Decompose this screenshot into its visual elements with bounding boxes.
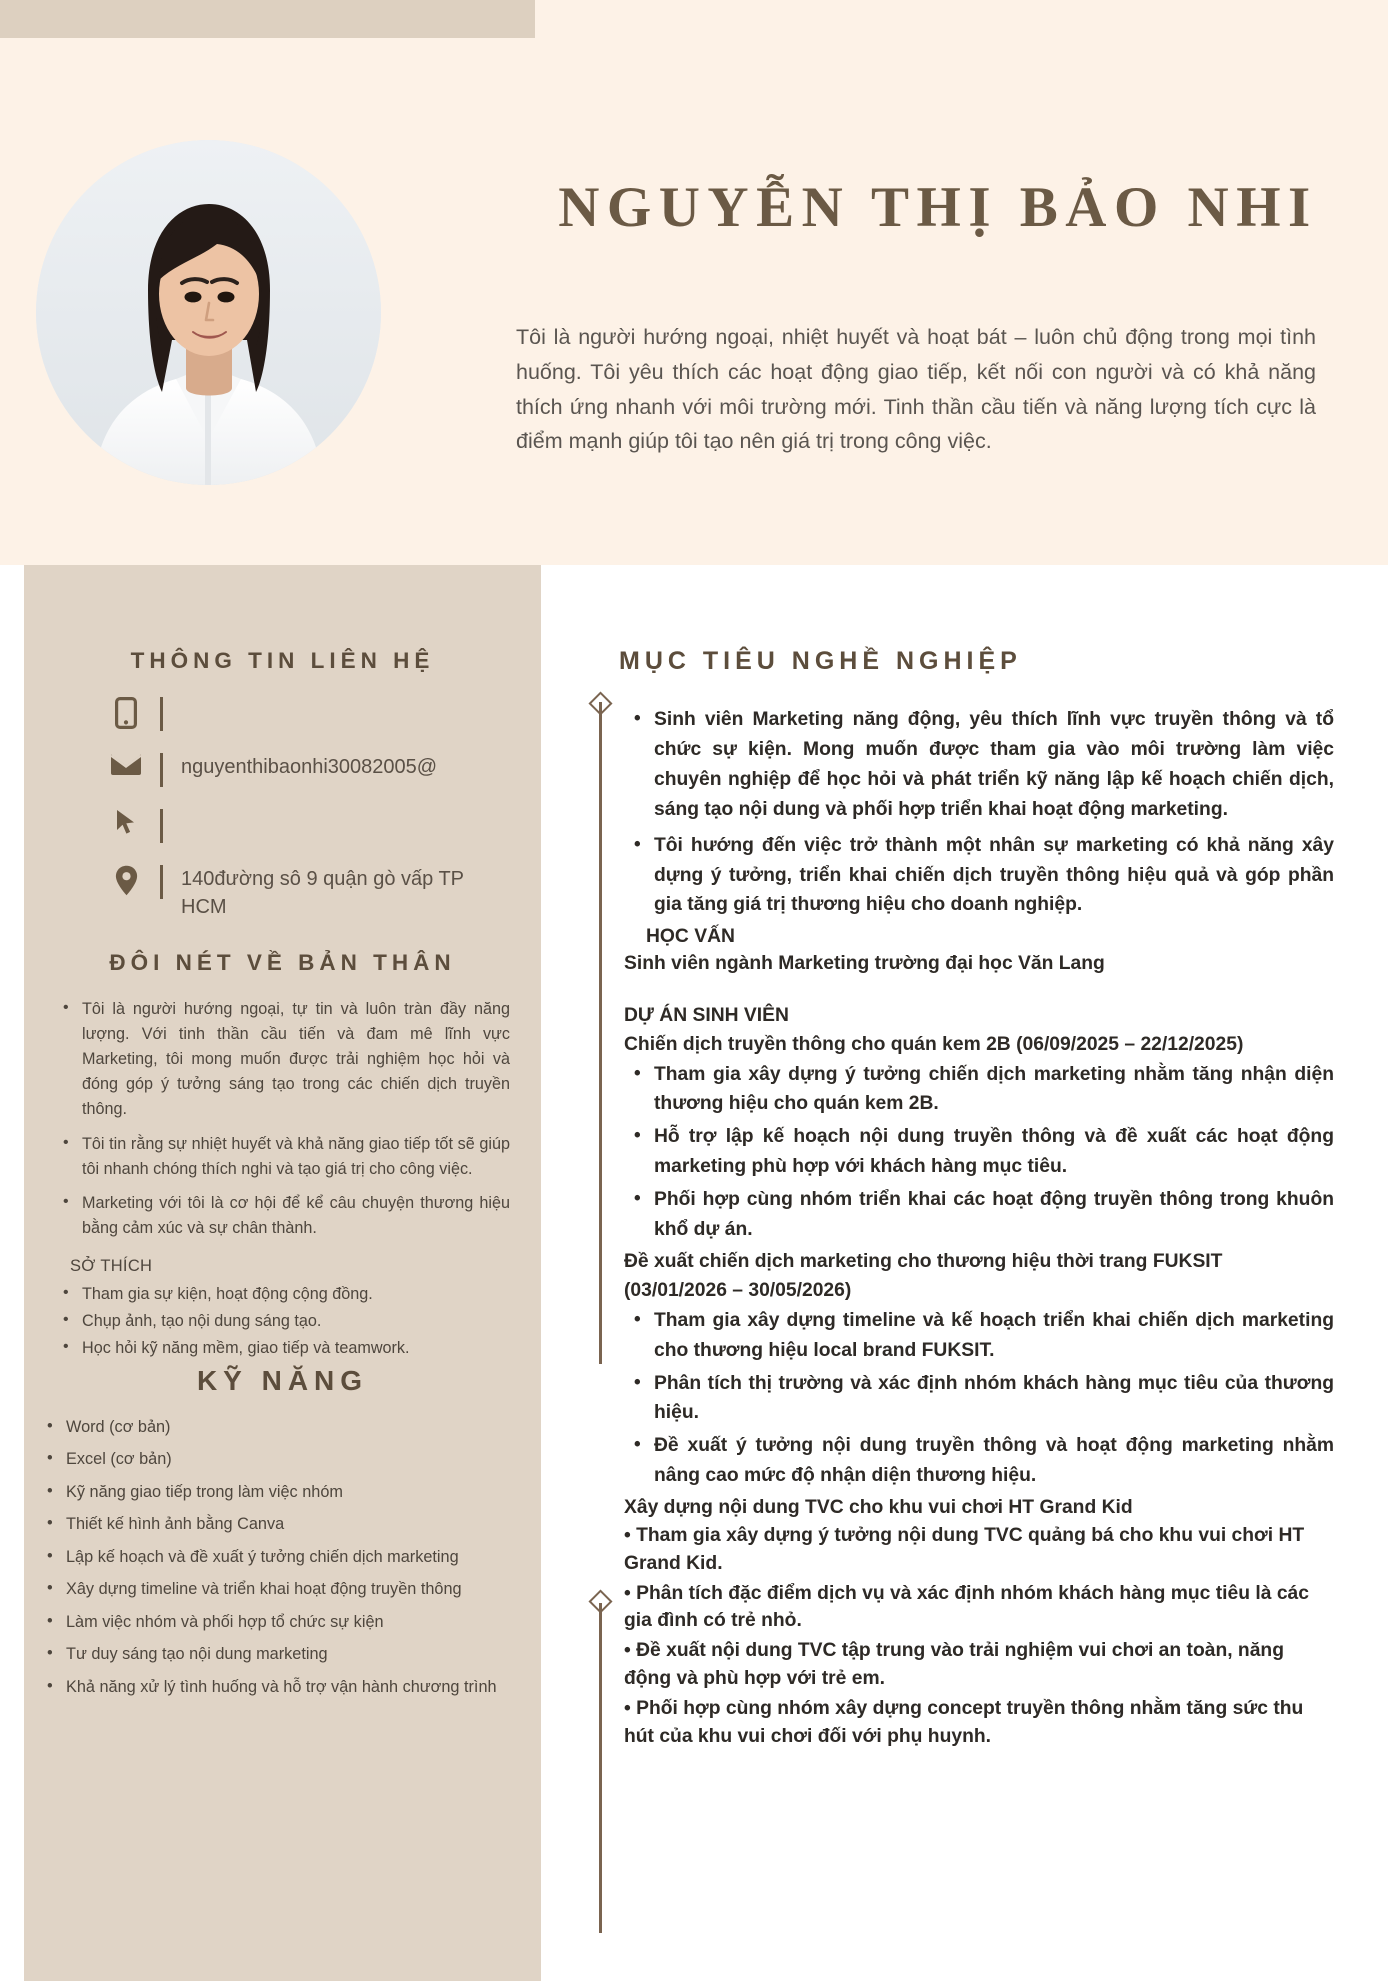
- timeline-rail-lower: [599, 1603, 602, 1933]
- list-item: • Word (cơ bản): [40, 1415, 520, 1439]
- timeline-rail: [599, 702, 602, 1364]
- list-item: • Excel (cơ bản): [40, 1447, 520, 1471]
- cursor-icon: [106, 807, 146, 836]
- contact-heading: THÔNG TIN LIÊN HỆ: [130, 648, 435, 673]
- contact-divider: [160, 809, 163, 843]
- objective-heading: MỤC TIÊU NGHỀ NGHIỆP: [619, 647, 1022, 675]
- header-right-margin: [1388, 0, 1400, 565]
- contact-divider: [160, 697, 163, 731]
- project-dash-item: • Phối hợp cùng nhóm xây dựng concept truyền thông nhằm tăng sức thu hút của khu vui chơi đối với phụ huynh.: [624, 1698, 1304, 1748]
- location-icon: [106, 863, 146, 896]
- about-heading: ĐÔI NÉT VỀ BẢN THÂN: [109, 950, 456, 975]
- project-bullets: [624, 1060, 1334, 1245]
- address-value: 140đường sô 9 quận gò vấp TP HCM: [181, 868, 464, 918]
- list-item: • Lập kế hoạch và đề xuất ý tưởng chiến dịch marketing: [40, 1545, 520, 1569]
- contact-row-email[interactable]: [106, 751, 526, 803]
- header-accent-bar: [0, 0, 535, 38]
- list-item: • Khả năng xử lý tình huống và hỗ trợ vận hành chương trình: [40, 1675, 520, 1699]
- objective-list: [624, 705, 1334, 920]
- project-date: (03/01/2026 – 30/05/2026): [624, 1280, 852, 1302]
- project-dash-item: • Phân tích đặc điểm dịch vụ và xác định nhóm khách hàng mục tiêu là các gia đình có trẻ nhỏ.: [624, 1582, 1309, 1632]
- email-icon: [106, 751, 146, 775]
- list-item: • Tôi tin rằng sự nhiệt huyết và khả năng giao tiếp tốt sẽ giúp tôi nhanh chóng thích nghi và tạo giá trị cho công việc.: [58, 1132, 510, 1182]
- list-item: • Tôi là người hướng ngoại, tự tin và luôn tràn đầy năng lượng. Với tinh thần cầu tiến và đam mê lĩnh vực Marketing, tôi mong muốn được trải nghiệm học hỏi và đóng góp ý tưởng sáng tạo trong các chiến dịch truyền thông.: [58, 997, 510, 1123]
- sidebar: [24, 565, 541, 1981]
- list-item: • Tham gia xây dựng ý tưởng chiến dịch marketing nhằm tăng nhận diện thương hiệu cho quán kem 2B.: [624, 1060, 1334, 1120]
- project-title: Chiến dịch truyền thông cho quán kem 2B (06/09/2025 – 22/12/2025): [624, 1034, 1244, 1056]
- list-item: • Học hỏi kỹ năng mềm, giao tiếp và teamwork.: [58, 1335, 510, 1361]
- list-item: • Chụp ảnh, tạo nội dung sáng tạo.: [58, 1308, 510, 1334]
- list-item: • Tư duy sáng tạo nội dung marketing: [40, 1642, 520, 1666]
- project-title: Đề xuất chiến dịch marketing cho thương hiệu thời trang FUKSIT: [624, 1250, 1223, 1272]
- hobby-heading: SỞ THÍCH: [70, 1256, 153, 1275]
- contact-row-address[interactable]: [106, 863, 526, 921]
- hobby-list: [58, 1281, 510, 1362]
- spacer: [624, 978, 1334, 1000]
- skills-heading: KỸ NĂNG: [196, 1365, 369, 1396]
- list-item: • Thiết kế hình ảnh bằng Canva: [40, 1512, 520, 1536]
- list-item: • Marketing với tôi là cơ hội để kể câu chuyện thương hiệu bằng cảm xúc và sự chân thành.: [58, 1191, 510, 1241]
- contact-list: [106, 695, 526, 925]
- list-item: • Tham gia xây dựng timeline và kế hoạch triển khai chiến dịch marketing cho thương hiệu local brand FUKSIT.: [624, 1306, 1334, 1366]
- project-dash-item: • Đề xuất nội dung TVC tập trung vào trải nghiệm vui chơi an toàn, năng động và phù hợp với trẻ em.: [624, 1640, 1284, 1690]
- phone-icon: [106, 695, 146, 729]
- list-item: • Tham gia sự kiện, hoạt động cộng đồng.: [58, 1281, 510, 1307]
- project-title: Xây dựng nội dung TVC cho khu vui chơi HT Grand Kid: [624, 1497, 1133, 1519]
- projects-label: DỰ ÁN SINH VIÊN: [624, 1004, 789, 1026]
- list-item: • Đề xuất ý tưởng nội dung truyền thông và hoạt động marketing nhằm nâng cao mức độ nhận diện thương hiệu.: [624, 1431, 1334, 1491]
- profile-photo: [36, 140, 381, 485]
- education-label: HỌC VẤN: [646, 926, 735, 948]
- list-item: • Kỹ năng giao tiếp trong làm việc nhóm: [40, 1480, 520, 1504]
- list-item: • Tôi hướng đến việc trở thành một nhân sự marketing có khả năng xây dựng ý tưởng, triển khai chiến dịch truyền thông hiệu quả và góp phần gia tăng giá trị thương hiệu cho doanh nghiệp.: [624, 831, 1334, 921]
- skills-list: [40, 1415, 520, 1699]
- about-list: [58, 997, 510, 1241]
- email-value: nguyenthibaonhi30082005@: [181, 756, 438, 778]
- page-title: NGUYỄN THỊ BẢO NHI: [558, 176, 1318, 239]
- list-item: • Phân tích thị trường và xác định nhóm khách hàng mục tiêu của thương hiệu.: [624, 1369, 1334, 1429]
- cv-header: [0, 0, 1400, 565]
- contact-divider: [160, 865, 163, 899]
- project-bullets: [624, 1306, 1334, 1491]
- contact-row-website[interactable]: [106, 807, 526, 859]
- list-item: • Phối hợp cùng nhóm triển khai các hoạt động truyền thông trong khuôn khổ dự án.: [624, 1185, 1334, 1245]
- main-sections: [624, 705, 1334, 1753]
- project-dash-item: • Tham gia xây dựng ý tưởng nội dung TVC quảng bá cho khu vui chơi HT Grand Kid.: [624, 1524, 1305, 1574]
- skills-section: [40, 1415, 520, 1707]
- main-content: [541, 565, 1388, 1981]
- list-item: • Xây dựng timeline và triển khai hoạt động truyền thông: [40, 1577, 520, 1601]
- list-item: • Sinh viên Marketing năng động, yêu thích lĩnh vực truyền thông và tổ chức sự kiện. Mong muốn được tham gia vào môi trường làm việc chuyên nghiệp để học hỏi và phát triển kỹ năng lập kế hoạch chiến dịch, sáng tạo nội dung và phối hợp triển khai hoạt động marketing.: [624, 705, 1334, 825]
- profile-photo-image: [36, 140, 381, 485]
- contact-divider: [160, 753, 163, 787]
- list-item: • Làm việc nhóm và phối hợp tổ chức sự kiện: [40, 1610, 520, 1634]
- list-item: • Hỗ trợ lập kế hoạch nội dung truyền thông và đề xuất các hoạt động marketing phù hợp với khách hàng mục tiêu.: [624, 1122, 1334, 1182]
- intro-paragraph: Tôi là người hướng ngoại, nhiệt huyết và hoạt bát – luôn chủ động trong mọi tình huống. Tôi yêu thích các hoạt động giao tiếp, kết nối con người và có khả năng thích ứng nhanh với môi trường mới. Tinh thần cầu tiến và năng lượng tích cực là điểm mạnh giúp tôi tạo nên giá trị trong công việc.: [516, 325, 1316, 454]
- contact-row-phone[interactable]: [106, 695, 526, 747]
- education-line: Sinh viên ngành Marketing trường đại học Văn Lang: [624, 953, 1105, 975]
- about-section: [58, 997, 510, 1363]
